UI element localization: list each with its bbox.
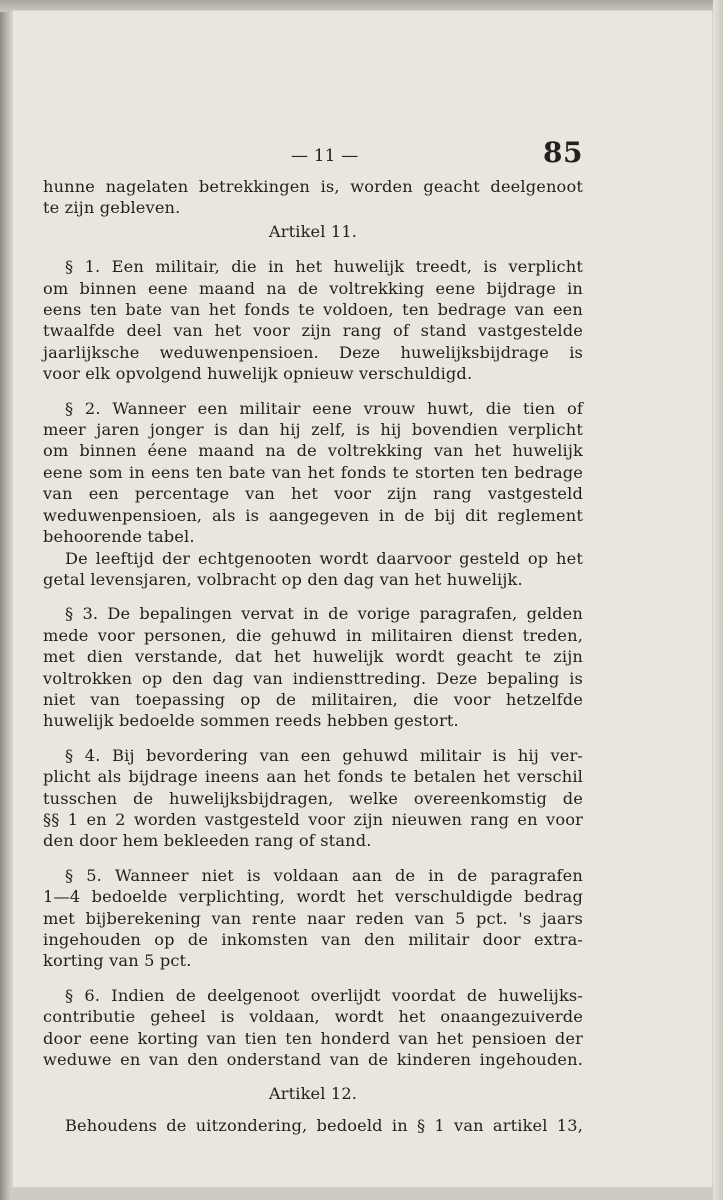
text-line: § 6. Indien de deelgenoot overlijdt voordat de huwelijks- [65, 985, 583, 1005]
paragraph-1 [43, 256, 583, 384]
text-line: om binnen eene maand na de voltrekking eene bijdrage in [43, 278, 583, 298]
text-line: door eene korting van tien ten honderd van het pensioen der [43, 1028, 583, 1048]
text-line: Behoudens de uitzondering, bedoeld in § 1 van artikel 13, [65, 1115, 583, 1135]
text-line: § 4. Bij bevordering van een gehuwd militair is hij ver- [65, 745, 583, 765]
text-line: behoorende tabel. [43, 527, 195, 547]
text-line: § 1. Een militair, die in het huwelijk treedt, is verplicht [65, 257, 583, 277]
text-line: van een percentage van het voor zijn rang vastgesteld [43, 484, 583, 504]
text-line: §§ 1 en 2 worden vastgesteld voor zijn nieuwen rang en voor [43, 809, 583, 829]
text-line: huwelijk bedoelde sommen reeds hebben gestort. [43, 711, 459, 731]
text-line: jaarlijksche weduwenpensioen. Deze huwelijksbijdrage is [43, 342, 583, 362]
text-line: den door hem bekleeden rang of stand. [43, 831, 372, 851]
article-12-paragraph [43, 1115, 583, 1136]
page-number: 85 [543, 136, 583, 169]
text-line: tusschen de huwelijksbijdragen, welke overeenkomstig de [43, 788, 583, 808]
article-11-heading: Artikel 11. [268, 221, 358, 241]
text-line: § 5. Wanneer niet is voldaan aan de in de paragrafen [65, 865, 583, 885]
running-header [43, 138, 583, 176]
scan-right-edge [713, 0, 723, 1200]
paragraph-5 [43, 865, 583, 972]
text-line: om binnen éene maand na de voltrekking van het huwelijk [43, 441, 583, 461]
text-line: meer jaren jonger is dan hij zelf, is hij bovendien verplicht [43, 420, 583, 440]
text-line: ingehouden op de inkomsten van den militair door extra- [43, 930, 583, 949]
paragraph-6 [43, 985, 583, 1071]
intro-paragraph [43, 176, 583, 219]
text-line: hunne nagelaten betrekkingen is, worden geacht deelgenoot [43, 177, 583, 196]
text-line: § 2. Wanneer een militair eene vrouw huwt, die tien of [65, 398, 583, 418]
text-line: twaalfde deel van het voor zijn rang of stand vastgestelde [43, 321, 583, 341]
text-line: § 3. De bepalingen vervat in de vorige paragrafen, gelden [65, 604, 583, 624]
page-text [43, 138, 583, 1149]
text-line: te zijn gebleven. [43, 198, 181, 218]
text-line: voltrokken op den dag van indiensttreding. Deze bepaling is [43, 668, 583, 688]
text-line: getal levensjaren, volbracht op den dag van het huwelijk. [43, 569, 523, 589]
article-12-heading: Artikel 12. [268, 1084, 358, 1104]
paragraph-3 [43, 603, 583, 731]
text-line: met bijberekening van rente naar reden van 5 pct. 's jaars [43, 908, 583, 928]
paragraph-2 [43, 398, 583, 591]
folio-marker: — 11 — [291, 146, 359, 166]
text-line: 1—4 bedoelde verplichting, wordt het verschuldigde bedrag [43, 887, 583, 907]
scan-left-edge [0, 0, 12, 1200]
text-line: korting van 5 pct. [43, 951, 192, 971]
text-line: eene som in eens ten bate van het fonds te storten ten bedrage [43, 462, 583, 482]
text-line: eens ten bate van het fonds te voldoen, ten bedrage van een [43, 300, 583, 320]
text-line: niet van toepassing op de militairen, die voor hetzelfde [43, 689, 583, 709]
text-line: contributie geheel is voldaan, wordt het onaangezuiverde [43, 1007, 583, 1027]
paragraph-4 [43, 745, 583, 852]
text-line: plicht als bijdrage ineens aan het fonds te betalen het verschil [43, 767, 583, 787]
text-line: De leeftijd der echtgenooten wordt daarvoor gesteld op het [65, 548, 583, 568]
text-line: mede voor personen, die gehuwd in militairen dienst treden, [43, 625, 583, 645]
text-line: weduwenpensioen, als is aangegeven in de bij dit reglement [43, 505, 583, 525]
text-line: met dien verstande, dat het huwelijk wordt geacht te zijn [43, 647, 583, 667]
text-line: weduwe en van den onderstand van de kinderen ingehouden. [43, 1050, 583, 1070]
text-line: voor elk opvolgend huwelijk opnieuw verschuldigd. [43, 364, 473, 384]
